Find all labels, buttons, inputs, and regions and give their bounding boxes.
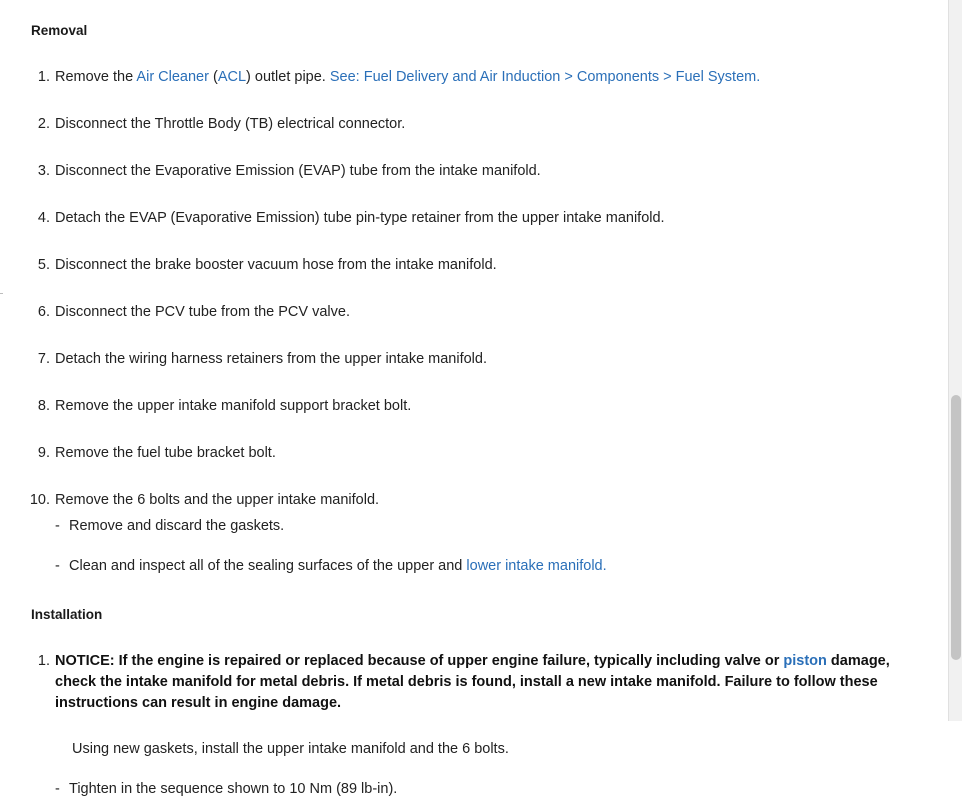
step-text <box>55 163 541 179</box>
text-run: ) outlet pipe. <box>246 68 330 85</box>
sub-step <box>55 556 924 577</box>
section-heading: Removal <box>31 23 88 38</box>
step-text <box>55 351 487 367</box>
sub-step-text <box>69 558 607 574</box>
procedure-step <box>31 349 924 370</box>
step-text <box>55 116 405 132</box>
procedure-step <box>31 208 924 229</box>
procedure-step <box>31 490 924 577</box>
step-number: 2. <box>37 115 50 132</box>
sub-step <box>55 779 924 800</box>
left-margin-tick <box>0 293 3 294</box>
step-text <box>55 210 665 226</box>
procedure-step <box>31 396 924 417</box>
text-run: ( <box>208 68 218 85</box>
sub-step-bullet: - <box>55 518 60 535</box>
procedure-step <box>31 67 924 88</box>
step-number: 7. <box>37 350 50 367</box>
text-run: Remove the <box>55 68 137 85</box>
procedure-step <box>31 114 924 135</box>
step-number: 8. <box>37 398 50 414</box>
text-run: Disconnect the Evaporative Emission (EVAP) tube from the intake manifold. <box>55 162 541 179</box>
text-run: Remove the upper intake manifold support bracket bolt. <box>55 398 412 414</box>
step-number: 1. <box>37 652 50 669</box>
inline-link[interactable]: ACL <box>217 68 247 85</box>
step-number: 10. <box>29 492 50 509</box>
sub-step-text <box>69 781 397 797</box>
step-text <box>55 653 890 711</box>
text-run: Disconnect the Throttle Body (TB) electrical connector. <box>55 115 406 132</box>
text-run: Using new gaskets, install the upper intake manifold and the 6 bolts. <box>72 741 509 758</box>
sub-step <box>55 516 924 537</box>
sub-step-bullet: - <box>55 781 60 798</box>
step-number: 9. <box>37 445 50 462</box>
procedure-step-list <box>31 651 924 800</box>
step-text <box>55 492 379 508</box>
vertical-scrollbar[interactable] <box>948 0 962 721</box>
text-run: Remove the 6 bolts and the upper intake manifold. <box>55 492 380 509</box>
step-text <box>55 398 411 414</box>
step-text <box>55 69 760 85</box>
text-run: Disconnect the brake booster vacuum hose from the intake manifold. <box>55 256 497 273</box>
procedure-step <box>31 443 924 464</box>
text-run: Detach the EVAP (Evaporative Emission) tube pin-type retainer from the upper intake manifold. <box>55 209 665 226</box>
procedure-step <box>31 255 924 276</box>
sub-step-list <box>55 516 924 577</box>
procedure-step <box>31 651 924 800</box>
text-run: Detach the wiring harness retainers from the upper intake manifold. <box>55 350 487 367</box>
procedure-step <box>31 302 924 323</box>
inline-link[interactable]: piston <box>783 652 827 669</box>
step-number: 1. <box>37 68 50 85</box>
step-text <box>55 257 497 273</box>
page-top-edge <box>0 0 948 1</box>
text-run: Remove the fuel tube bracket bolt. <box>55 445 276 462</box>
notice-text: damage, check the intake manifold for metal debris. If metal debris is found, install a new intake manifold. Failure to follow these instructions can result in engine damage. <box>55 652 890 711</box>
sub-step-list <box>55 779 924 800</box>
text-run: Remove and discard the gaskets. <box>69 518 285 535</box>
step-number: 4. <box>37 209 50 226</box>
inline-link[interactable]: lower intake manifold. <box>466 558 607 575</box>
scrollbar-thumb[interactable] <box>951 395 961 660</box>
sub-step-text <box>69 518 284 534</box>
step-text <box>55 304 350 320</box>
notice-text: NOTICE: If the engine is repaired or replaced because of upper engine failure, typically including valve or <box>55 652 784 669</box>
text-run: Disconnect the PCV tube from the PCV valve. <box>55 303 350 320</box>
inline-link[interactable]: Air Cleaner <box>136 68 209 85</box>
section-heading: Installation <box>31 607 103 623</box>
step-text <box>55 445 276 461</box>
procedure-step-list <box>31 67 924 577</box>
inline-link[interactable]: See: Fuel Delivery and Air Induction > Components > Fuel System. <box>329 68 761 85</box>
text-run: Clean and inspect all of the sealing surfaces of the upper and <box>69 558 467 575</box>
step-number: 3. <box>37 162 50 179</box>
step-body-text <box>55 739 924 760</box>
text-run: Tighten in the sequence shown to 10 Nm (89 lb-in). <box>69 781 398 798</box>
procedure-step <box>31 161 924 182</box>
step-number: 5. <box>37 256 50 273</box>
step-number: 6. <box>37 303 50 320</box>
sub-step-bullet: - <box>55 558 60 575</box>
